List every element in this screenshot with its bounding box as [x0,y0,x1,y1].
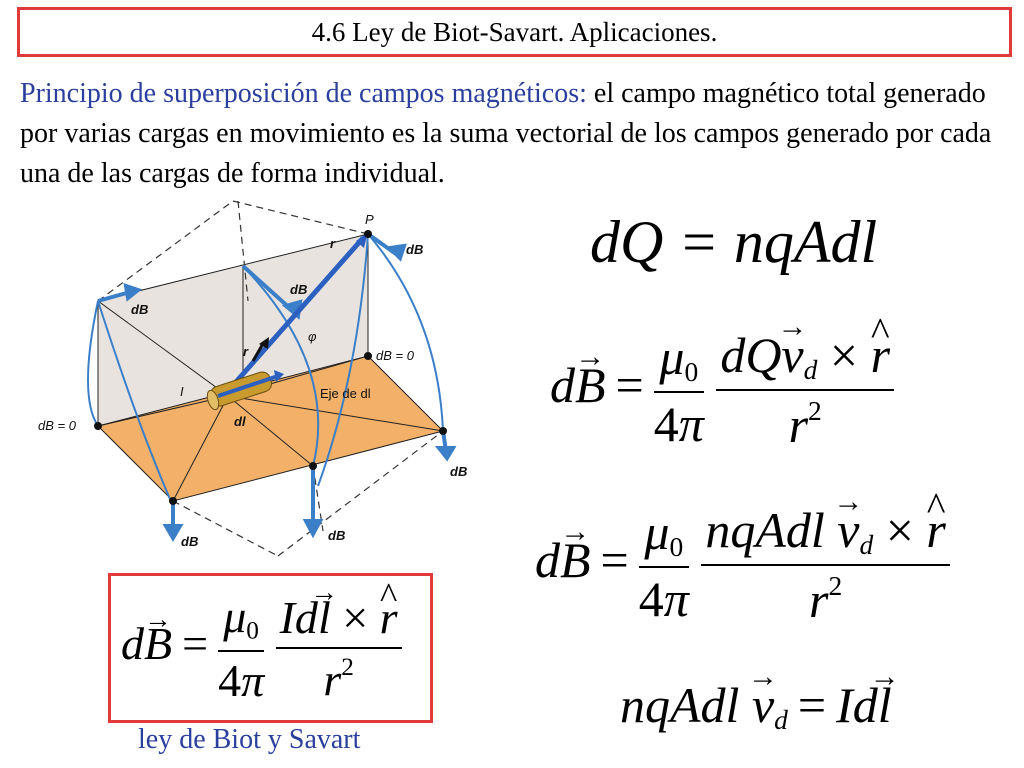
label-db-bottom-left: dB [181,534,199,549]
equation-dq [590,209,878,275]
label-phi: φ [308,329,317,344]
label-db-top: dB [406,242,424,257]
intro-body: el campo magnético total generado por varias cargas en movimiento es la suma vectorial de los campos generado por cada una de las cargas de forma individual. [20,78,992,189]
page-title: 4.6 Ley de Biot-Savart. Aplicaciones. [311,16,718,47]
label-db-bottom-mid: dB [328,528,346,543]
equation-db-nqadl: d→ B = $\frac{\mu_0}{4\pi}$ $\frac{nqAdl \to v_d \times \^{} r}{r^2}$ [535,505,950,625]
biot-savart-figure [38,196,478,561]
label-dl: dl [234,414,246,429]
label-p: P [365,212,374,227]
title-box [17,7,1012,57]
intro-highlight: Principio de superposición de campos magnéticos: [20,78,587,109]
label-r: r [330,236,336,251]
label-i: I [180,384,184,399]
label-rhat: r [243,344,249,359]
equation-nqadl-idl: nqAdl → $v_d = Id\to l$ [620,680,892,733]
label-db-mid: dB [290,282,308,297]
intro-paragraph [20,74,1005,194]
equation-biot-savart: d→ B = $\frac{\mu_0}{4\pi}$ $\frac{Id\to l \times \^{} r}{r^2}$ [121,594,402,704]
biot-savart-caption: ley de Biot y Savart [138,724,361,755]
biot-savart-box [108,573,433,723]
label-db-left: dB [131,302,149,317]
equation-dq-text: dQ = nqAdl [590,209,878,275]
label-db-bottom-right: dB [450,464,468,479]
label-db-zero-left: dB = 0 [38,418,76,433]
label-db-zero-right: dB = 0 [376,348,414,363]
equation-db-charge: d→ B = $\frac{\mu_0}{4\pi}$ $\frac{dQ\to v_d \times \^{} r}{r^2}$ [550,330,894,450]
label-eje: Eje de dl [320,386,371,401]
